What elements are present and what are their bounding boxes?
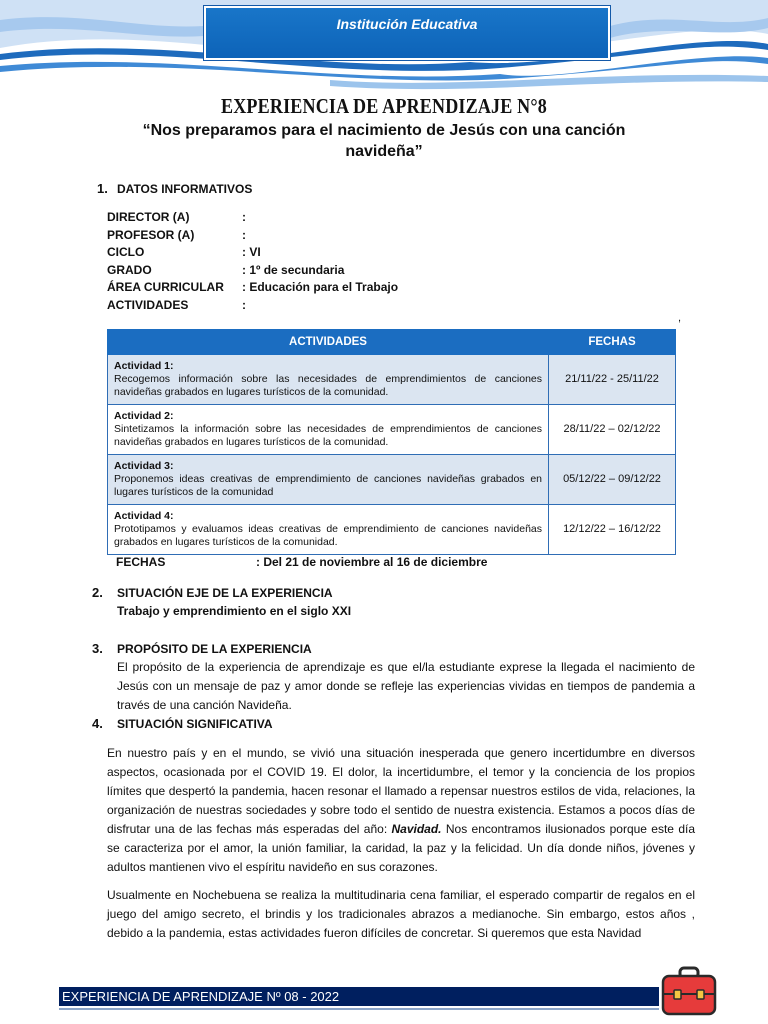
activity-desc: Proponemos ideas creativas de emprendimiento de canciones navideñas grabados en lugares turísticos de la comunidad (114, 473, 542, 498)
activity-desc: Prototipamos y evaluamos ideas creativas de emprendimiento de canciones navideñas grabados en lugares turísticos de la comunidad. (114, 523, 542, 548)
section-1-number: 1. (97, 181, 108, 196)
briefcase-icon (660, 966, 718, 1018)
page-subtitle: “Nos preparamos para el nacimiento de Jesús con una canción navideña” (142, 122, 626, 160)
activity-cell (108, 455, 549, 505)
activity-date: 12/12/22 – 16/12/22 (549, 505, 676, 555)
table-row (108, 355, 676, 405)
activity-date: 28/11/22 – 02/12/22 (549, 405, 676, 455)
footer-bar: EXPERIENCIA DE APRENDIZAJE Nº 08 - 2022 (59, 987, 659, 1006)
activity-cell (108, 505, 549, 555)
info-label: ACTIVIDADES (107, 298, 189, 312)
header-fechas: FECHAS (549, 330, 676, 355)
institution-name: Institución Educativa (336, 16, 478, 32)
activity-date: 05/12/22 – 09/12/22 (549, 455, 676, 505)
header-actividades: ACTIVIDADES (108, 330, 549, 355)
section-2-heading: SITUACIÓN EJE DE LA EXPERIENCIA (117, 586, 333, 600)
info-value: : (242, 298, 246, 312)
section-4-paragraph-2: Usualmente en Nochebuena se realiza la multitudinaria cena familiar, el esperado compartir de regalos en el juego del amigo secreto, el brindis y los tradicionales abrazos a medianoche. Sin embargo, estos años , debido a la pandemia, estas actividades fueron difíciles de concretar. Si queremos que esta Navidad (107, 888, 695, 940)
info-label: ÁREA CURRICULAR (107, 280, 224, 294)
section-4-heading: SITUACIÓN SIGNIFICATIVA (117, 717, 273, 731)
info-value: : Educación para el Trabajo (242, 280, 399, 294)
table-row (108, 455, 676, 505)
info-value: : 1º de secundaria (242, 263, 345, 277)
activities-table (107, 329, 676, 555)
activity-name: Actividad 1: (114, 360, 174, 372)
table-row (108, 405, 676, 455)
info-label: CICLO (107, 245, 145, 259)
activity-cell (108, 355, 549, 405)
paragraph-text: En nuestro país y en el mundo, se vivió una situación inesperada que genero incertidumbre en diversos aspectos, ocasionada por el COVID 19. El dolor, la incertidumbre, el temor y la conciencia de los propios límites que despertó la pandemia, hacen resonar el llamado a repensar nuestros estilos de vida, relaciones, la organización de nuestras sociedades y sobre todo el sentido de nuestra existencia. Estamos a pocos días de disfrutar una de las fechas más esperadas del año: (107, 746, 695, 836)
activity-name: Actividad 3: (114, 460, 174, 472)
page-title: EXPERIENCIA DE APRENDIZAJE N°8 (221, 94, 547, 118)
fechas-value: : Del 21 de noviembre al 16 de diciembre (256, 555, 488, 569)
info-label: PROFESOR (A) (107, 228, 195, 242)
section-1-heading: DATOS INFORMATIVOS (117, 182, 253, 196)
section-3-body: El propósito de la experiencia de aprendizaje es que el/la estudiante exprese la llegada el nacimiento de Jesús con un mensaje de paz y amor donde se refleje las experiencias vividas en tiempos de pandemia a través de una canción Navideña. (117, 660, 695, 712)
activity-desc: Sintetizamos la información sobre las necesidades de emprendimientos de canciones navideñas grabados en lugares turísticos de la comunidad. (114, 423, 542, 448)
section-3-number: 3. (92, 641, 103, 656)
section-2-body: Trabajo y emprendimiento en el siglo XXI (117, 604, 352, 618)
section-2-number: 2. (92, 585, 103, 600)
navidad-emphasis: Navidad. (391, 822, 442, 836)
stray-comma: , (678, 312, 682, 324)
activity-cell (108, 405, 549, 455)
info-value: : (242, 210, 246, 224)
section-4-number: 4. (92, 716, 103, 731)
section-4-paragraph-1 (107, 744, 695, 877)
fechas-label: FECHAS (116, 555, 166, 569)
info-value: : (242, 228, 246, 242)
activity-desc: Recogemos información sobre las necesidades de emprendimientos de canciones navideñas grabados en lugares turísticos de la comunidad. (114, 373, 542, 398)
table-row (108, 505, 676, 555)
header-banner (0, 0, 768, 92)
footer-divider (59, 1008, 659, 1010)
paragraph-text: Nos encontramos ilusionados porque este día se caracteriza por el amor, la unión familiar, la caridad, la paz y la felicidad. Un día donde niños, jóvenes y adultos mantienen vivo el espíritu navideño en sus corazones. (107, 822, 695, 874)
activity-name: Actividad 2: (114, 410, 174, 422)
table-header-row (108, 330, 676, 355)
section-3-heading: PROPÓSITO DE LA EXPERIENCIA (117, 642, 312, 656)
info-value: : VI (242, 245, 261, 259)
institution-box (204, 6, 610, 60)
info-label: DIRECTOR (A) (107, 210, 190, 224)
info-label: GRADO (107, 263, 152, 277)
activity-name: Actividad 4: (114, 510, 174, 522)
activity-date: 21/11/22 - 25/11/22 (549, 355, 676, 405)
